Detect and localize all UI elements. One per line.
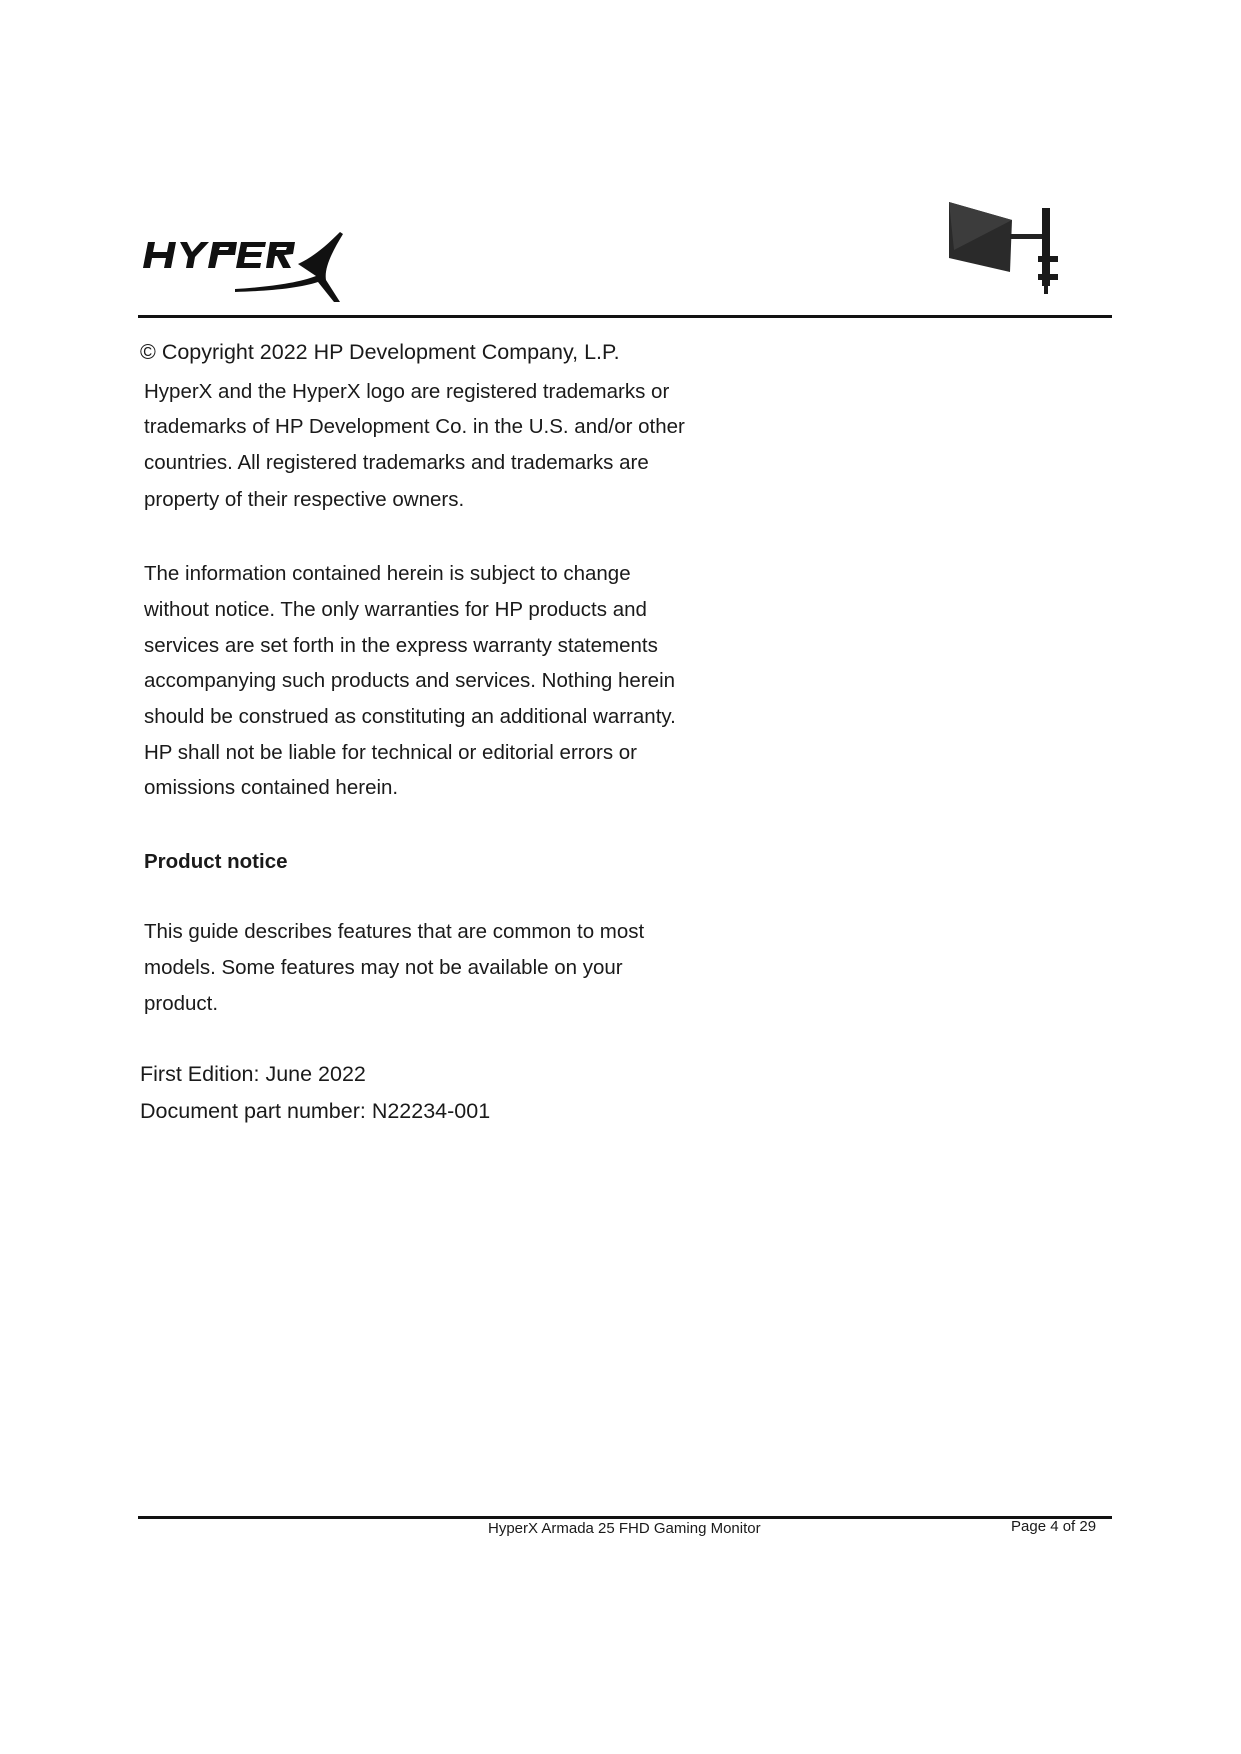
monitor-on-arm-icon xyxy=(946,200,1076,296)
paragraph-line: without notice. The only warranties for HP products and xyxy=(144,598,647,621)
paragraph-line: The information contained herein is subject to change xyxy=(144,562,631,585)
paragraph-line: This guide describes features that are common to most xyxy=(144,920,645,943)
header-rule xyxy=(138,315,1112,318)
part-number-text: Document part number: N22234-001 xyxy=(140,1099,491,1123)
product-notice-heading: Product notice xyxy=(144,850,288,873)
paragraph-line: countries. All registered trademarks and trademarks are xyxy=(144,451,649,474)
page-number: Page 4 of 29 xyxy=(1011,1518,1097,1535)
edition-text: First Edition: June 2022 xyxy=(140,1062,366,1086)
paragraph-line: trademarks of HP Development Co. in the U.S. and/or other xyxy=(144,415,685,438)
copyright-text: © Copyright 2022 HP Development Company, L.P. xyxy=(140,340,620,364)
paragraph-line: product. xyxy=(144,992,219,1015)
paragraph-line: services are set forth in the express warranty statements xyxy=(144,634,658,657)
paragraph-line: omissions contained herein. xyxy=(144,776,399,799)
paragraph-line: accompanying such products and services. Nothing herein xyxy=(144,669,676,692)
paragraph-line: models. Some features may not be available on your xyxy=(144,956,623,979)
paragraph-line: HyperX and the HyperX logo are registered trademarks or xyxy=(144,380,670,403)
paragraph-line: should be construed as constituting an additional warranty. xyxy=(144,705,676,728)
paragraph-line: HP shall not be liable for technical or editorial errors or xyxy=(144,741,638,764)
footer-title: HyperX Armada 25 FHD Gaming Monitor xyxy=(488,1520,761,1537)
hyperx-logo-icon xyxy=(140,228,372,306)
paragraph-line: property of their respective owners. xyxy=(144,488,465,511)
